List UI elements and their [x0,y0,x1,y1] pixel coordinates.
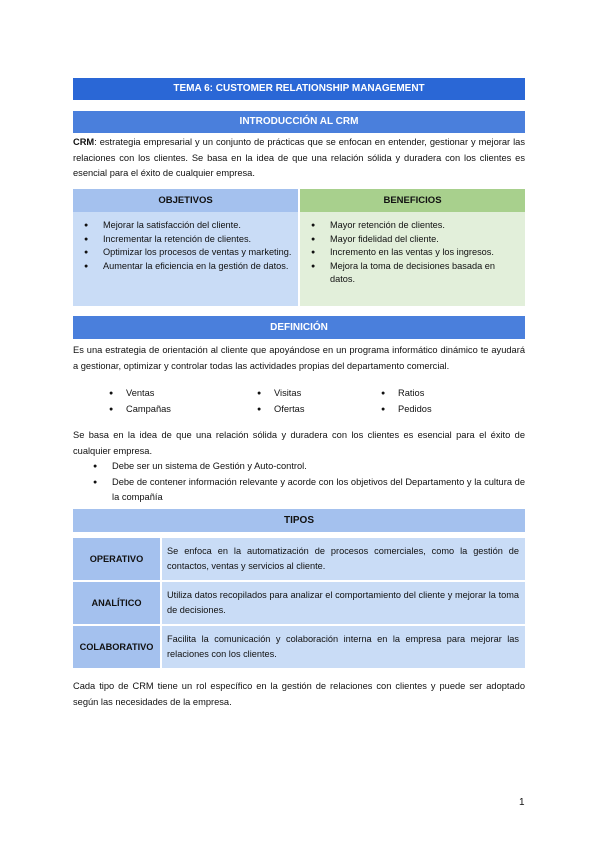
crm-term: CRM [73,137,95,147]
list-item: ● Incremento en las ventas y los ingresos. [308,246,519,260]
list-item: ● Mejorar la satisfacción del cliente. [81,219,292,233]
list-item: ● Optimizar los procesos de ventas y marketing. [81,246,292,260]
page-title: TEMA 6: CUSTOMER RELATIONSHIP MANAGEMENT [73,78,525,100]
list-item: ● Campañas [109,402,171,417]
closing-paragraph: Cada tipo de CRM tiene un rol específico en la gestión de relaciones con clientes y puede ser adoptado según las necesidades de la empresa. [73,681,525,707]
beneficios-heading: BENEFICIOS [300,189,525,212]
intro-paragraph [73,135,525,182]
section-heading-definicion: DEFINICIÓN [73,316,525,339]
list-item: ● Ofertas [257,402,304,417]
list-item: ● Incrementar la retención de clientes. [81,233,292,247]
section-heading-intro: INTRODUCCIÓN AL CRM [73,111,525,133]
type-desc-operativo: Se enfoca en la automatización de procesos comerciales, como la gestión de contactos, ventas y servicios al cliente. [162,538,525,580]
type-desc-colaborativo: Facilita la comunicación y colaboración interna en la empresa para mejorar las relaciones con los clientes. [162,626,525,668]
section-heading-tipos: TIPOS [73,509,525,532]
list-item: ● Mayor retención de clientes. [308,219,519,233]
list-item: ● Aumentar la eficiencia en la gestión de datos. [81,260,292,274]
list-item: ● Ventas [109,386,154,401]
list-item: ● Pedidos [381,402,432,417]
type-desc-analitico: Utiliza datos recopilados para analizar el comportamiento del cliente y mejorar la toma de decisiones. [162,582,525,624]
definition-paragraph-2: Se basa en la idea de que una relación sólida y duradera con los clientes es esencial para el éxito de cualquier empresa. [73,430,525,456]
page-number: 1 [519,797,525,808]
type-label-colaborativo: COLABORATIVO [73,626,160,668]
list-item: ● Debe de contener información relevante y acorde con los objetivos del Departamento y la cultura de la compañía [90,475,525,506]
list-item: ● Debe ser un sistema de Gestión y Auto-control. [90,459,525,475]
list-item: ● Mayor fidelidad del cliente. [308,233,519,247]
type-label-analitico: ANALÍTICO [73,582,160,624]
intro-text: : estrategia empresarial y un conjunto de prácticas que se enfocan en entender, gestionar y mejorar las relaciones con los clientes. Se basa en la idea de que una relación sólida y duradera con los clientes es esencial para el éxito de cualquier empresa. [73,137,525,178]
list-item: ● Mejora la toma de decisiones basada en datos. [308,260,519,287]
list-item: ● Ratios [381,386,424,401]
objetivos-panel [73,212,298,306]
type-label-operativo: OPERATIVO [73,538,160,580]
definition-paragraph: Es una estrategia de orientación al cliente que apoyándose en un programa informático dinámico te ayudará a gestionar, optimizar y controlar todas las actividades propias del departamento comercial. [73,345,525,371]
objetivos-heading: OBJETIVOS [73,189,298,212]
beneficios-panel [300,212,525,306]
requirements-list [90,459,525,506]
list-item: ● Visitas [257,386,301,401]
